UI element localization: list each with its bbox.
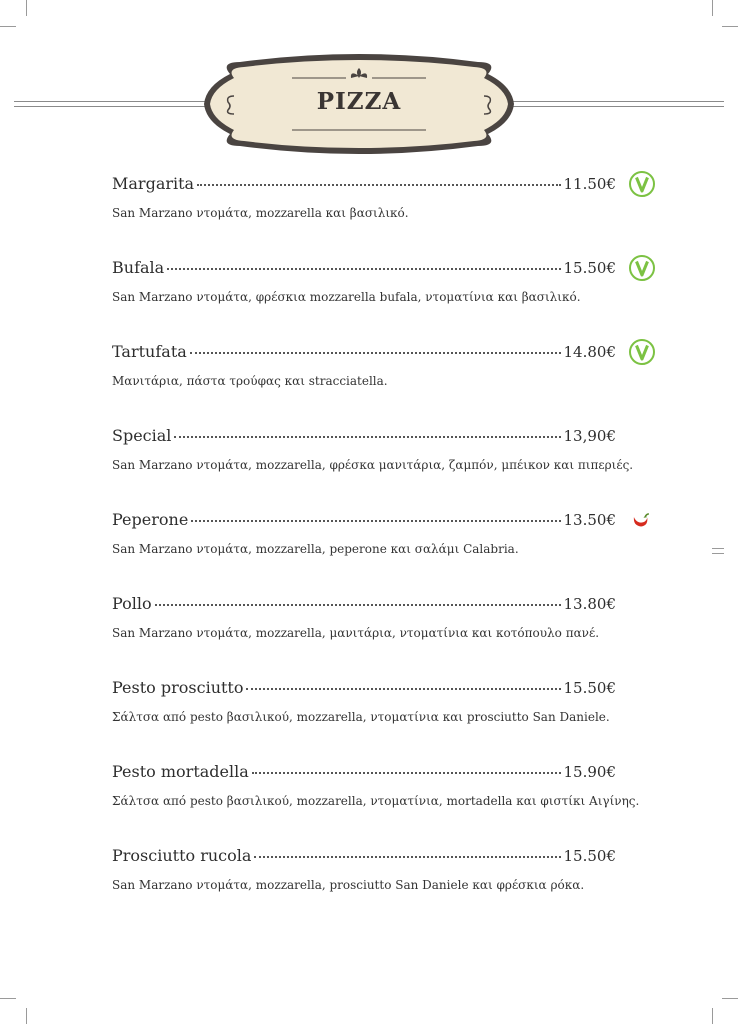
item-description: San Marzano ντομάτα, mozzarella, φρέσκα μανιτάρια, ζαμπόν, μπέικον και πιπεριές. [112, 458, 634, 472]
center-mark [712, 548, 724, 549]
item-price: 14.80€ [563, 343, 616, 361]
item-price: 13,90€ [563, 427, 616, 445]
item-price: 15.90€ [563, 763, 616, 781]
center-mark [712, 553, 724, 554]
menu-item [112, 426, 634, 486]
vegetarian-icon [628, 254, 656, 282]
item-description: San Marzano ντομάτα, mozzarella και βασιλικό. [112, 206, 409, 220]
dot-leader [252, 771, 561, 774]
dot-leader [246, 687, 560, 690]
menu-item [112, 846, 616, 906]
menu-item [112, 594, 616, 654]
header-rule-right [512, 101, 724, 102]
item-description: Σάλτσα από pesto βασιλικού, mozzarella, ντοματίνια και prosciutto San Daniele. [112, 710, 610, 724]
dot-leader [167, 267, 560, 270]
page-title: PIZZA [316, 88, 402, 115]
chili-pepper-icon [630, 510, 652, 532]
crop-mark [712, 0, 713, 16]
item-name: Special [112, 426, 172, 445]
crop-mark [722, 998, 738, 999]
dot-leader [254, 855, 560, 858]
item-name: Margarita [112, 174, 195, 193]
dot-leader [191, 519, 560, 522]
menu-item [112, 510, 616, 570]
item-description: San Marzano ντομάτα, mozzarella, peperone και σαλάμι Calabria. [112, 542, 519, 556]
header-rule-right [512, 106, 724, 107]
crop-mark [0, 26, 16, 27]
vegetarian-icon [628, 170, 656, 198]
item-name: Prosciutto rucola [112, 846, 252, 865]
item-name: Tartufata [112, 342, 187, 361]
item-price: 15.50€ [563, 679, 616, 697]
menu-item [112, 342, 616, 402]
header-rule-left [14, 101, 206, 102]
item-name: Bufala [112, 258, 165, 277]
item-price: 13.80€ [563, 595, 616, 613]
item-name: Peperone [112, 510, 189, 529]
vegetarian-icon [628, 338, 656, 366]
item-description: San Marzano ντομάτα, φρέσκια mozzarella bufala, ντοματίνια και βασιλικό. [112, 290, 581, 304]
item-price: 11.50€ [563, 175, 616, 193]
menu-item [112, 258, 616, 318]
item-name: Pesto prosciutto [112, 678, 244, 697]
item-description: San Marzano ντομάτα, mozzarella, μανιτάρια, ντοματίνια και κοτόπουλο πανέ. [112, 626, 600, 640]
crop-mark [26, 1008, 27, 1024]
menu-item [112, 762, 640, 822]
crop-mark [712, 1008, 713, 1024]
item-description: San Marzano ντομάτα, mozzarella, prosciutto San Daniele και φρέσκια ρόκα. [112, 878, 585, 892]
crop-mark [26, 0, 27, 16]
header-rule-left [14, 106, 206, 107]
menu-item [112, 174, 616, 234]
crop-mark [722, 26, 738, 27]
item-description: Σάλτσα από pesto βασιλικού, mozzarella, ντοματίνια, mortadella και φιστίκι Αιγίνης. [112, 794, 640, 808]
crop-mark [0, 998, 16, 999]
dot-leader [197, 183, 560, 186]
item-price: 15.50€ [563, 259, 616, 277]
dot-leader [155, 603, 561, 606]
item-price: 15.50€ [563, 847, 616, 865]
item-price: 13.50€ [563, 511, 616, 529]
item-name: Pesto mortadella [112, 762, 249, 781]
dot-leader [190, 351, 561, 354]
dot-leader [174, 435, 560, 438]
item-description: Μανιτάρια, πάστα τρούφας και stracciatella. [112, 374, 388, 388]
section-banner [200, 52, 518, 156]
item-name: Pollo [112, 594, 152, 613]
menu-item [112, 678, 616, 738]
